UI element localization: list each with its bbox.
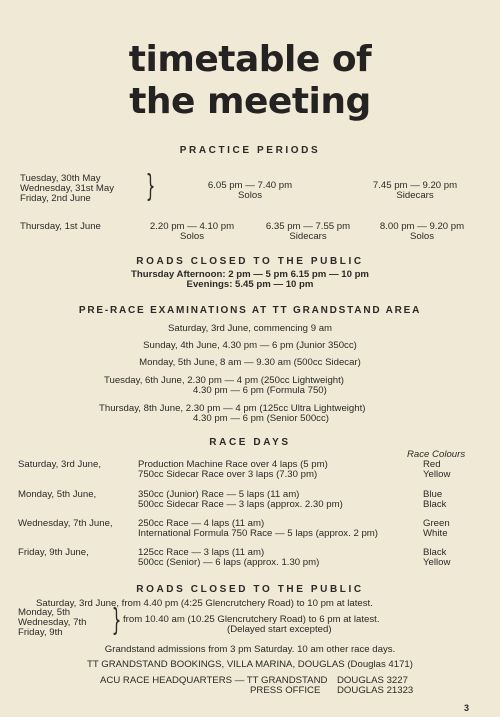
- bookings-text: TT GRANDSTAND BOOKINGS, VILLA MARINA, DOUGLAS (Douglas 4171): [87, 659, 413, 670]
- race-entry: International Formula 750 Race — 5 laps (approx. 2 pm): [138, 528, 378, 539]
- race-colour: Green: [423, 518, 450, 529]
- race-colour: Blue: [423, 489, 443, 500]
- examination-line: 4.30 pm — 6 pm (Senior 500cc): [193, 413, 329, 424]
- examinations-heading: PRE-RACE EXAMINATIONS AT TT GRANDSTAND AREA: [78, 305, 422, 316]
- race-colour: Red: [423, 459, 441, 470]
- practice-class: Solos: [238, 190, 262, 201]
- practice-day: Thursday, 1st June: [20, 221, 101, 232]
- race-day: Wednesday, 7th June,: [18, 518, 113, 529]
- practice-heading: PRACTICE PERIODS: [179, 145, 321, 156]
- brace-icon: }: [111, 603, 122, 638]
- race-days-heading: RACE DAYS: [209, 437, 291, 448]
- roads-closed-line: (Delayed start excepted): [227, 624, 332, 635]
- practice-time: 6.05 pm — 7.40 pm: [207, 180, 293, 191]
- roads-closed-day: Friday, 9th: [18, 627, 63, 638]
- race-entry: Production Machine Race over 4 laps (5 pm): [138, 459, 328, 470]
- examination-line: Thursday, 8th June, 2.30 pm — 4 pm (125cc Ultra Lightweight): [99, 403, 366, 414]
- page-title-line-1: timetable of: [128, 39, 372, 80]
- race-colour: White: [423, 528, 448, 539]
- roads-closed-line: from 10.40 am (10.25 Glencrutchery Road) to 6 pm at latest.: [123, 614, 380, 625]
- practice-day: Tuesday, 30th May: [20, 173, 101, 184]
- examination-line: Saturday, 3rd June, commencing 9 am: [167, 323, 333, 334]
- practice-time: 7.45 pm — 9.20 pm: [372, 180, 458, 191]
- race-day: Saturday, 3rd June,: [18, 459, 102, 470]
- page-number: 3: [464, 703, 470, 713]
- practice-day: Wednesday, 31st May: [20, 183, 115, 194]
- race-colour: Yellow: [423, 469, 451, 480]
- examination-line: Sunday, 4th June, 4.30 pm — 6 pm (Junior 350cc): [143, 340, 357, 351]
- practice-class: Solos: [410, 231, 434, 242]
- roads-closed-day: Wednesday, 7th: [18, 617, 87, 628]
- practice-time: 6.35 pm — 7.55 pm: [265, 221, 351, 232]
- race-day: Monday, 5th June,: [18, 489, 97, 500]
- race-entry: 750cc Sidecar Race over 3 laps (7.30 pm): [138, 469, 318, 480]
- race-day: Friday, 9th June,: [18, 547, 89, 558]
- practice-class: Solos: [180, 231, 204, 242]
- race-colour: Black: [423, 499, 447, 510]
- race-entry: 350cc (Junior) Race — 5 laps (11 am): [138, 489, 300, 500]
- hq-phone: DOUGLAS 3227: [337, 675, 408, 686]
- examination-line: 4.30 pm — 6 pm (Formula 750): [193, 385, 327, 396]
- brace-icon: }: [145, 169, 156, 204]
- race-colour: Yellow: [423, 557, 451, 568]
- race-entry: 500cc (Senior) — 6 laps (approx. 1.30 pm): [138, 557, 320, 568]
- practice-time: 2.20 pm — 4.10 pm: [149, 221, 235, 232]
- race-entry: 125cc Race — 3 laps (11 am): [138, 547, 265, 558]
- press-label: PRESS OFFICE: [250, 685, 321, 696]
- admissions-text: Grandstand admissions from 3 pm Saturday. 10 am other race days.: [104, 644, 396, 655]
- race-colours-header: Race Colours: [407, 449, 466, 460]
- page-title-line-2: the meeting: [129, 81, 371, 122]
- examination-line: Monday, 5th June, 8 am — 9.30 am (500cc Sidecar): [139, 357, 361, 368]
- roads-closed-line: Saturday, 3rd June, from 4.40 pm (4:25 Glencrutchery Road) to 10 pm at latest.: [36, 598, 373, 609]
- roads-closed-day: Monday, 5th: [18, 607, 71, 618]
- hq-label: ACU RACE HEADQUARTERS — TT GRANDSTAND: [100, 675, 328, 686]
- roads-closed-heading: ROADS CLOSED TO THE PUBLIC: [136, 584, 364, 595]
- practice-day: Friday, 2nd June: [20, 193, 91, 204]
- practice-class: Sidecars: [396, 190, 434, 201]
- race-entry: 250cc Race — 4 laps (11 am): [138, 518, 265, 529]
- examination-line: Tuesday, 6th June, 2.30 pm — 4 pm (250cc Lightweight): [104, 375, 344, 386]
- race-entry: 500cc Sidecar Race — 3 laps (approx. 2.30 pm): [138, 499, 343, 510]
- practice-class: Sidecars: [289, 231, 327, 242]
- race-colour: Black: [423, 547, 447, 558]
- roads-closed-line: Evenings: 5.45 pm — 10 pm: [186, 279, 314, 290]
- roads-closed-heading: ROADS CLOSED TO THE PUBLIC: [136, 256, 364, 267]
- roads-closed-line: Thursday Afternoon: 2 pm — 5 pm 6.15 pm — 10 pm: [131, 269, 369, 280]
- press-phone: DOUGLAS 21323: [337, 685, 414, 696]
- practice-time: 8.00 pm — 9.20 pm: [379, 221, 465, 232]
